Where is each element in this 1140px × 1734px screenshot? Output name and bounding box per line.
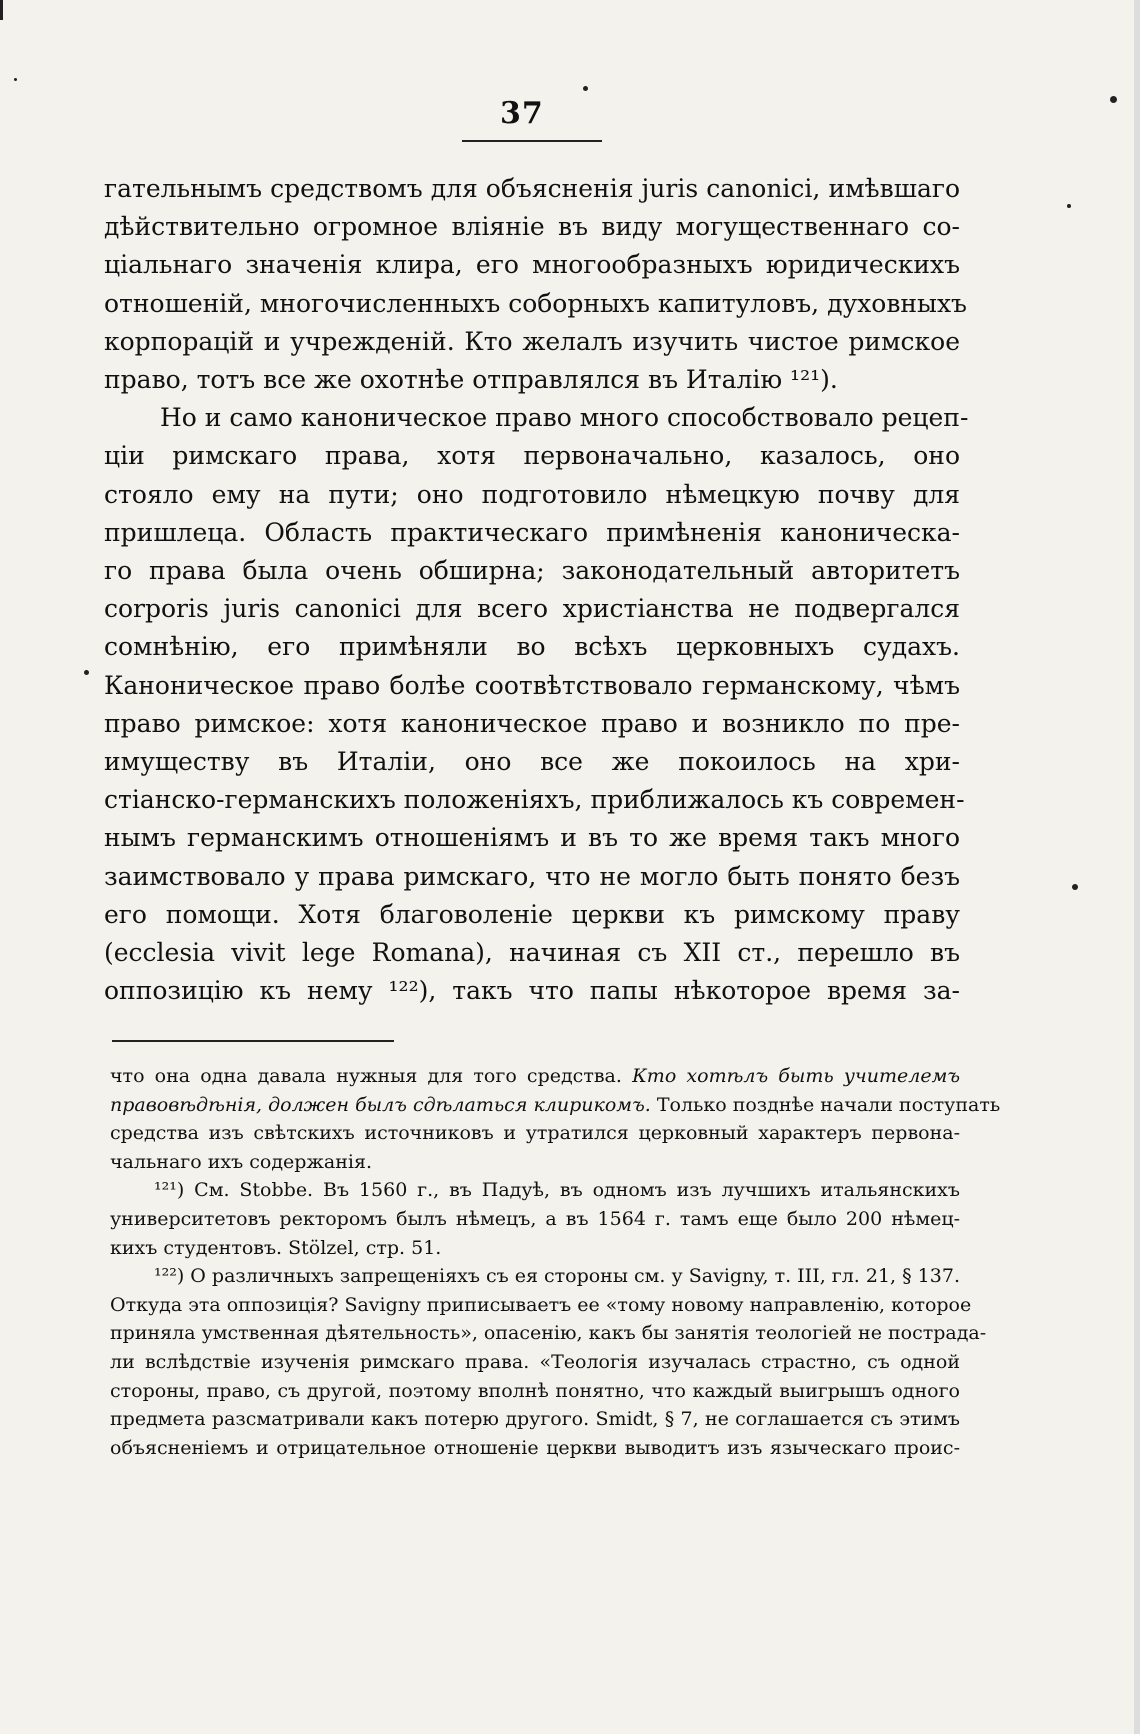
footnote-122-line: ли вслѣдствіе изученія римскаго права. «Теологія изучалась страстно, съ одной [110,1350,960,1373]
paragraph-first-line: Но и само каноническое право много способствовало рецеп- [160,403,969,433]
text-line: право римское: хотя каноническое право и возникло по пре- [104,708,960,738]
text-line: стояло ему на пути; оно подготовило нѣмецкую почву для [104,479,960,509]
text-line: Каноническое право болѣе соотвѣтствовало германскому, чѣмъ [104,670,960,700]
text-line: пришлеца. Область практическаго примѣненія каноническа- [104,517,960,547]
text-line: ціальнаго значенія клира, его многообразныхъ юридическихъ [104,250,960,280]
footnote-separator [112,1040,394,1042]
scan-speck [1067,204,1071,208]
text-line: его помощи. Хотя благоволеніе церкви къ римскому праву [104,899,960,929]
text-line: ціи римскаго права, хотя первоначально, казалось, оно [104,441,960,471]
scan-speck [14,78,17,81]
footnote-121-line: кихъ студентовъ. Stölzel, стр. 51. [110,1236,442,1259]
footnote-text: Только позднѣе начали поступать [656,1093,1001,1116]
text-line: (ecclesia vivit lege Romana), начиная съ XII ст., перешло въ [104,938,960,968]
text-line: корпорацій и учрежденій. Кто желалъ изучить чистое римское [104,326,960,356]
page-number-rule [462,140,602,142]
text-line: оппозицію къ нему ¹²²), такъ что папы нѣкоторое время за- [104,976,960,1006]
page-edge-mark [0,0,3,20]
scan-speck [1110,96,1117,103]
footnote-122-line: предмета разсматривали какъ потерю другого. Smidt, § 7, не соглашается съ этимъ [110,1408,960,1431]
footnote-122-line: ¹²²) О различныхъ запрещеніяхъ съ ея стороны см. у Savigny, т. III, гл. 21, § 137. [154,1265,960,1288]
footnote-line: средства изъ свѣтскихъ источниковъ и утратился церковный характеръ первона- [110,1122,960,1145]
footnote-line [110,1062,960,1091]
scan-speck [1072,884,1078,890]
scan-speck [84,670,89,675]
text-line: отношеній, многочисленныхъ соборныхъ капитуловъ, духовныхъ [104,288,967,318]
footnotes [110,1062,1001,1462]
scan-speck [583,86,588,91]
page-number: 37 [500,96,544,131]
footnote-121-line: ¹²¹) См. Stobbe. Въ 1560 г., въ Падуѣ, въ одномъ изъ лучшихъ итальянскихъ [154,1179,960,1202]
footnote-121-line: университетовъ ректоромъ былъ нѣмецъ, а въ 1564 г. тамъ еще было 200 нѣмец- [110,1207,960,1230]
text-line: го права была очень обширна; законодательный авторитетъ [104,556,960,586]
footnote-122-line: приняла умственная дѣятельность», опасенію, какъ бы занятія теологіей не пострада- [110,1322,987,1345]
text-line: стіанско-германскихъ положеніяхъ, приближалось къ современ- [104,785,965,815]
page-edge-shadow [1134,0,1140,1734]
text-line: гательнымъ средствомъ для объясненія juris canonici, имѣвшаго [104,174,960,203]
footnote-italic-text: Кто хотѣлъ быть учителемъ [632,1065,961,1087]
footnote-line: чальнаго ихъ содержанія. [110,1150,372,1173]
footnote-122-line: объясненіемъ и отрицательное отношеніе церкви выводитъ изъ языческаго проис- [110,1436,960,1459]
text-line: сомнѣнію, его примѣняли во всѣхъ церковныхъ судахъ. [104,632,960,662]
footnote-text: что она одна давала нужныя для того средства. [110,1065,622,1087]
text-line: corporis juris canonici для всего христіанства не подвергался [104,594,960,624]
text-line: заимствовало у права римскаго, что не могло быть понято безъ [104,861,960,891]
text-line: имуществу въ Италіи, оно все же покоилось на хри- [104,747,960,777]
main-text [104,170,969,1010]
footnote-line [110,1091,1001,1120]
footnote-italic-text: правовѣдѣнія, должен былъ сдѣлаться клирикомъ. [110,1093,651,1116]
text-line: право, тотъ все же охотнѣе отправлялся въ Италію ¹²¹). [104,365,838,395]
text-line: дѣйствительно огромное вліяніе въ виду могущественнаго со- [104,212,960,242]
footnote-122-line: Откуда эта оппозиція? Savigny приписываетъ ее «тому новому направленію, которое [110,1293,972,1316]
text-line: нымъ германскимъ отношеніямъ и въ то же время такъ много [104,823,960,853]
footnote-122-line: стороны, право, съ другой, поэтому вполнѣ понятно, что каждый выигрышъ одного [110,1379,960,1402]
